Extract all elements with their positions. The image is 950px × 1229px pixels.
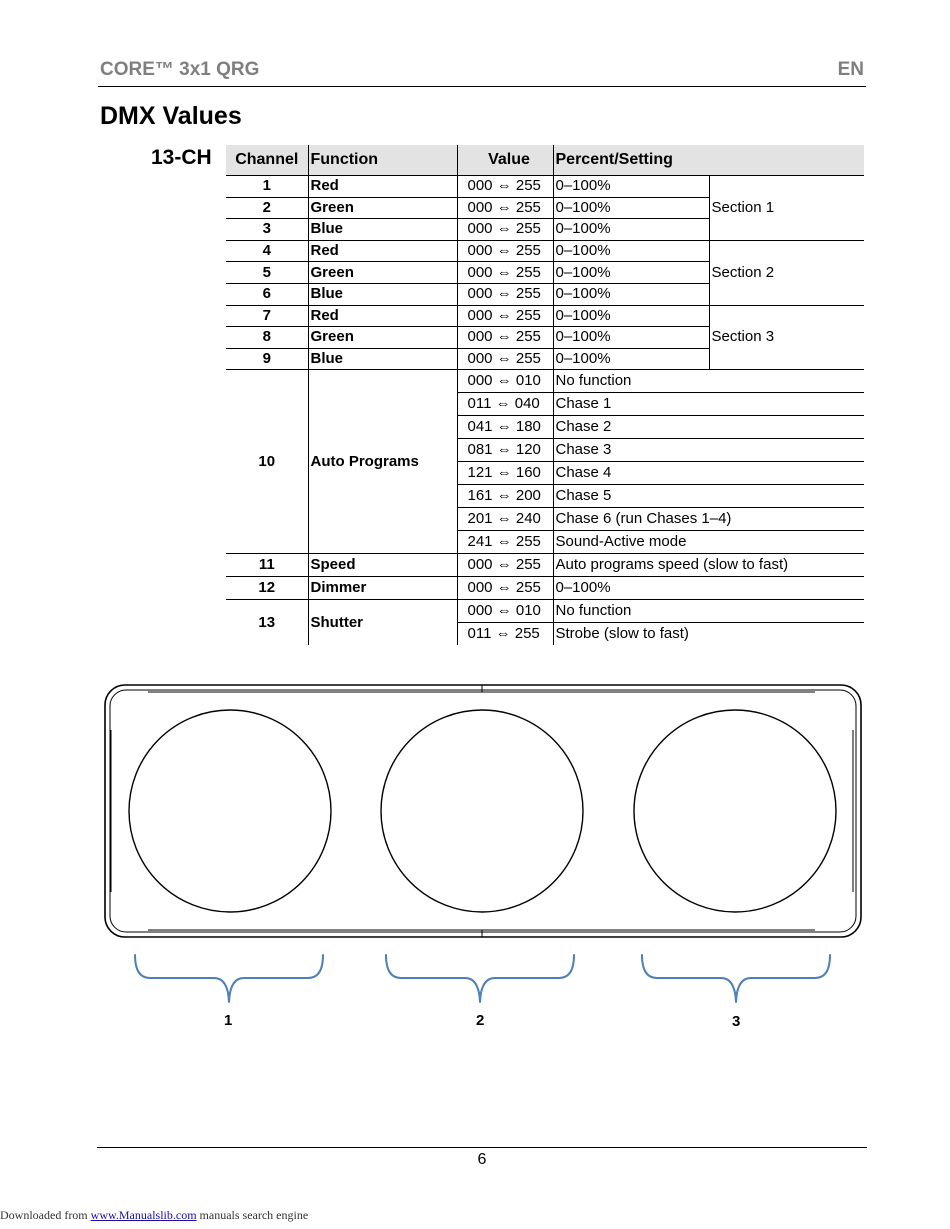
channel-cell: 12 bbox=[226, 577, 308, 600]
download-prefix: Downloaded from bbox=[0, 1208, 88, 1222]
setting-cell: No function bbox=[553, 370, 864, 393]
setting-cell: 0–100% bbox=[553, 577, 864, 600]
channel-cell: 10 bbox=[226, 370, 308, 554]
setting-cell: Chase 6 (run Chases 1–4) bbox=[553, 508, 864, 531]
value-cell: 000 ⇔ 255 bbox=[457, 348, 553, 370]
section-2-label: 2 bbox=[476, 1012, 485, 1029]
channel-cell: 3 bbox=[226, 219, 308, 241]
setting-cell: No function bbox=[553, 600, 864, 623]
manualslib-link[interactable]: www.Manualslib.com bbox=[90, 1208, 197, 1222]
channel-cell: 2 bbox=[226, 197, 308, 219]
download-note bbox=[0, 1208, 308, 1223]
lens-3 bbox=[634, 710, 836, 912]
value-cell: 000 ⇔ 255 bbox=[457, 283, 553, 305]
setting-cell: Chase 2 bbox=[553, 416, 864, 439]
dmx-mode-label: 13-CH bbox=[151, 146, 212, 169]
section-2-brace bbox=[386, 955, 574, 1002]
channel-cell: 4 bbox=[226, 240, 308, 262]
value-cell: 121 ⇔ 160 bbox=[457, 462, 553, 485]
section-cell: Section 3 bbox=[709, 305, 864, 370]
section-1-label: 1 bbox=[224, 1012, 233, 1029]
value-cell: 041 ⇔ 180 bbox=[457, 416, 553, 439]
value-cell: 241 ⇔ 255 bbox=[457, 531, 553, 554]
header-channel: Channel bbox=[226, 145, 308, 176]
value-cell: 000 ⇔ 255 bbox=[457, 197, 553, 219]
setting-cell: Sound-Active mode bbox=[553, 531, 864, 554]
percent-cell: 0–100% bbox=[553, 283, 709, 305]
channel-cell: 13 bbox=[226, 600, 308, 646]
function-cell: Auto Programs bbox=[308, 370, 457, 554]
channel-cell: 8 bbox=[226, 327, 308, 349]
value-cell: 161 ⇔ 200 bbox=[457, 485, 553, 508]
setting-cell: Chase 1 bbox=[553, 393, 864, 416]
section-3-brace bbox=[642, 955, 830, 1002]
percent-cell: 0–100% bbox=[553, 327, 709, 349]
percent-cell: 0–100% bbox=[553, 219, 709, 241]
setting-cell: Chase 5 bbox=[553, 485, 864, 508]
value-cell: 000 ⇔ 255 bbox=[457, 327, 553, 349]
value-cell: 000 ⇔ 255 bbox=[457, 262, 553, 284]
value-cell: 000 ⇔ 255 bbox=[457, 577, 553, 600]
section-title: DMX Values bbox=[100, 102, 242, 130]
section-1-brace bbox=[135, 955, 323, 1002]
header-percent-setting: Percent/Setting bbox=[553, 145, 864, 176]
function-cell: Blue bbox=[308, 348, 457, 370]
function-cell: Red bbox=[308, 305, 457, 327]
document-title: CORE™ 3x1 QRG bbox=[100, 59, 260, 80]
setting-cell: Strobe (slow to fast) bbox=[555, 625, 689, 643]
page-number: 6 bbox=[477, 1151, 487, 1168]
function-cell: Green bbox=[308, 197, 457, 219]
value-cell: 081 ⇔ 120 bbox=[457, 439, 553, 462]
value-cell: 000 ⇔ 010 bbox=[457, 600, 553, 623]
download-suffix: manuals search engine bbox=[199, 1208, 309, 1222]
channel-cell: 11 bbox=[226, 554, 308, 577]
channel-cell: 9 bbox=[226, 348, 308, 370]
function-cell: Dimmer bbox=[308, 577, 457, 600]
value-cell: 000 ⇔ 010 bbox=[457, 370, 553, 393]
setting-cell: Chase 4 bbox=[553, 462, 864, 485]
channel-cell: 1 bbox=[226, 176, 308, 198]
percent-cell: 0–100% bbox=[553, 305, 709, 327]
function-cell: Red bbox=[308, 176, 457, 198]
language-code: EN bbox=[837, 59, 864, 80]
section-cell: Section 2 bbox=[709, 240, 864, 305]
footer-divider bbox=[97, 1147, 867, 1148]
percent-cell: 0–100% bbox=[553, 240, 709, 262]
percent-cell: 0–100% bbox=[553, 348, 709, 370]
function-cell: Green bbox=[308, 327, 457, 349]
section-3-label: 3 bbox=[732, 1013, 741, 1030]
function-cell: Shutter bbox=[308, 600, 457, 646]
function-cell: Blue bbox=[308, 219, 457, 241]
value-cell: 000 ⇔ 255 bbox=[457, 176, 553, 198]
lens-1 bbox=[129, 710, 331, 912]
value-cell: 000 ⇔ 255 bbox=[457, 554, 553, 577]
percent-cell: 0–100% bbox=[553, 197, 709, 219]
setting-cell: Auto programs speed (slow to fast) bbox=[553, 554, 864, 577]
section-cell: Section 1 bbox=[709, 176, 864, 241]
function-cell: Speed bbox=[308, 554, 457, 577]
value-cell: 201 ⇔ 240 bbox=[457, 508, 553, 531]
function-cell: Green bbox=[308, 262, 457, 284]
header-value: Value bbox=[457, 145, 553, 176]
value-cell: 000 ⇔ 255 bbox=[457, 240, 553, 262]
channel-cell: 5 bbox=[226, 262, 308, 284]
header-function: Function bbox=[308, 145, 457, 176]
value-cell: 000 ⇔ 255 bbox=[457, 219, 553, 241]
value-cell: 011 ⇔ 255 bbox=[457, 623, 553, 646]
value-cell: 011 ⇔ 040 bbox=[457, 393, 553, 416]
percent-cell: 0–100% bbox=[553, 176, 709, 198]
percent-cell: 0–100% bbox=[553, 262, 709, 284]
lens-2 bbox=[381, 710, 583, 912]
function-cell: Blue bbox=[308, 283, 457, 305]
channel-cell: 6 bbox=[226, 283, 308, 305]
setting-cell: Chase 3 bbox=[553, 439, 864, 462]
value-cell: 000 ⇔ 255 bbox=[457, 305, 553, 327]
function-cell: Red bbox=[308, 240, 457, 262]
channel-cell: 7 bbox=[226, 305, 308, 327]
